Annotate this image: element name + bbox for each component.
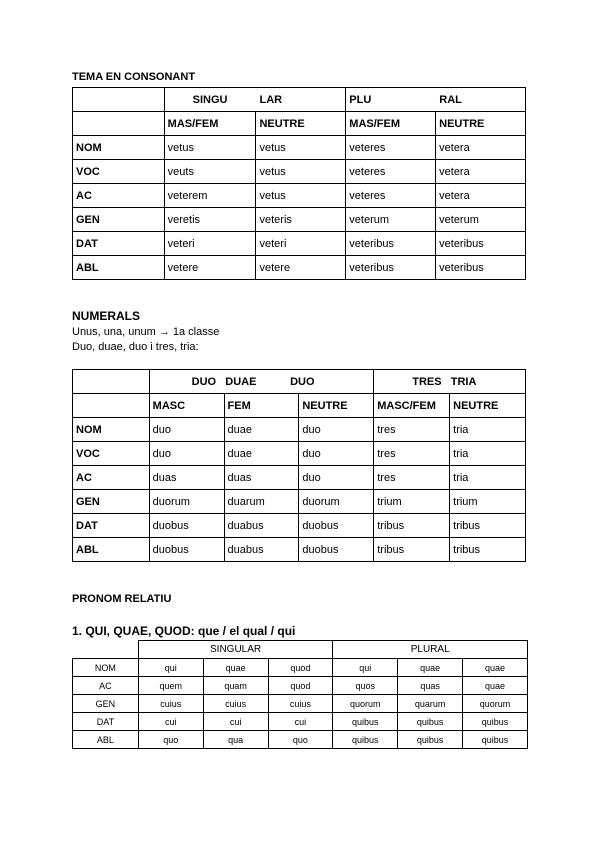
table-cell: duas (149, 466, 224, 490)
group-header-tres: TRES TRIA (374, 370, 526, 394)
table-cell: quos (333, 677, 398, 695)
table-cell: vetere (256, 256, 346, 280)
column-header: NEUTRE (299, 394, 374, 418)
table-cell: quae (463, 659, 528, 677)
table-row (73, 514, 526, 538)
table-row (73, 184, 526, 208)
table-cell: quibus (398, 713, 463, 731)
case-label: AC (73, 184, 165, 208)
numerals-note-duo: Duo, duae, duo i tres, tria: (72, 341, 199, 353)
table-tema-consonant (72, 87, 526, 280)
table-cell: tria (450, 466, 526, 490)
table-cell: tribus (450, 538, 526, 562)
table-cell: quibus (333, 713, 398, 731)
case-label: ABL (73, 538, 150, 562)
table-cell: veteres (346, 136, 436, 160)
table-cell: quae (463, 677, 528, 695)
table-row (73, 538, 526, 562)
column-header: MAS/FEM (346, 112, 436, 136)
table-cell: qui (138, 659, 203, 677)
numerals-note-unus: Unus, una, unum → 1a classe (72, 326, 220, 338)
table-cell: vetera (436, 184, 526, 208)
table-cell: veteribus (436, 232, 526, 256)
group-header-plural: PLURAL (333, 641, 528, 659)
table-cell: quae (203, 659, 268, 677)
table-cell: veteres (346, 184, 436, 208)
table-cell: duo (299, 418, 374, 442)
table-cell: veteri (256, 232, 346, 256)
table-row (73, 659, 528, 677)
table-row (73, 442, 526, 466)
group-plural-part-b: RAL (439, 93, 462, 106)
table-cell: tria (450, 418, 526, 442)
table-cell: duarum (224, 490, 299, 514)
table-cell: vetus (164, 136, 256, 160)
table-cell: cui (203, 713, 268, 731)
table-cell: tres (374, 466, 450, 490)
case-label: DAT (73, 713, 139, 731)
table-cell: cui (268, 713, 333, 731)
section-title-numerals: NUMERALS (72, 309, 140, 323)
table-row (73, 208, 526, 232)
group-plural-part-a: PLU (349, 93, 372, 106)
table-row (73, 160, 526, 184)
table-cell: veteribus (346, 232, 436, 256)
table-cell: quibus (398, 731, 463, 749)
table-row-columns (73, 394, 526, 418)
table-cell: quibus (333, 731, 398, 749)
table-cell: duobus (149, 514, 224, 538)
table-cell: cui (138, 713, 203, 731)
section-title-pronom: PRONOM RELATIU (72, 593, 172, 605)
case-label: GEN (73, 490, 150, 514)
table-cell: duas (224, 466, 299, 490)
table-row-columns (73, 112, 526, 136)
table-row-group (73, 641, 528, 659)
table-cell: veteribus (346, 256, 436, 280)
group-header-plural (346, 88, 526, 112)
table-cell: quorum (333, 695, 398, 713)
table-cell: duo (299, 466, 374, 490)
table-cell: vetus (256, 160, 346, 184)
column-header: MASC (149, 394, 224, 418)
table-cell: veteri (164, 232, 256, 256)
table-cell: duae (224, 418, 299, 442)
table-row (73, 677, 528, 695)
table-row-group (73, 370, 526, 394)
table-cell: duo (149, 442, 224, 466)
table-cell: tres (374, 418, 450, 442)
table-cell: veteribus (436, 256, 526, 280)
table-row (73, 232, 526, 256)
table-cell: quam (203, 677, 268, 695)
table-cell: vetus (256, 184, 346, 208)
table-cell: quo (138, 731, 203, 749)
table-cell: duo (299, 442, 374, 466)
table-cell: duabus (224, 514, 299, 538)
table-cell: veteris (256, 208, 346, 232)
table-cell: tribus (374, 538, 450, 562)
section-title-tema: TEMA EN CONSONANT (72, 71, 196, 83)
table-numerals (72, 369, 526, 562)
table-cell: duabus (224, 538, 299, 562)
table-row-group (73, 88, 526, 112)
case-label: NOM (73, 136, 165, 160)
column-header: NEUTRE (256, 112, 346, 136)
column-header: NEUTRE (436, 112, 526, 136)
table-row (73, 731, 528, 749)
column-header: MASC/FEM (374, 394, 450, 418)
table-cell: duae (224, 442, 299, 466)
table-cell-empty (73, 370, 150, 394)
table-cell: vetera (436, 160, 526, 184)
table-cell: quod (268, 677, 333, 695)
column-header: NEUTRE (450, 394, 526, 418)
table-cell: vetus (256, 136, 346, 160)
table-pronom-relatiu (72, 640, 528, 749)
table-row (73, 256, 526, 280)
table-cell: veteres (346, 160, 436, 184)
table-cell-empty (73, 641, 139, 659)
table-cell: quibus (463, 713, 528, 731)
table-cell: duobus (299, 538, 374, 562)
table-cell: veterum (436, 208, 526, 232)
table-cell: cuius (203, 695, 268, 713)
table-row (73, 490, 526, 514)
case-label: VOC (73, 442, 150, 466)
case-label: NOM (73, 659, 139, 677)
case-label: ABL (73, 731, 139, 749)
group-header-singular (164, 88, 346, 112)
table-cell: quibus (463, 731, 528, 749)
case-label: GEN (73, 695, 139, 713)
case-label: VOC (73, 160, 165, 184)
table-cell: tres (374, 442, 450, 466)
table-cell: quorum (463, 695, 528, 713)
table-cell: quo (268, 731, 333, 749)
table-cell-empty (73, 112, 165, 136)
table-cell: duo (149, 418, 224, 442)
table-cell: tribus (450, 514, 526, 538)
table-cell-empty (73, 88, 165, 112)
table-row (73, 713, 528, 731)
table-cell: trium (374, 490, 450, 514)
table-cell: quarum (398, 695, 463, 713)
section-subtitle-qui: 1. QUI, QUAE, QUOD: que / el qual / qui (72, 624, 296, 638)
table-cell-empty (73, 394, 150, 418)
table-cell: tribus (374, 514, 450, 538)
table-cell: quem (138, 677, 203, 695)
group-singular-part-b: LAR (259, 93, 283, 106)
case-label: NOM (73, 418, 150, 442)
table-cell: vetera (436, 136, 526, 160)
table-cell: vetere (164, 256, 256, 280)
table-cell: duobus (149, 538, 224, 562)
table-row (73, 695, 528, 713)
table-cell: qua (203, 731, 268, 749)
table-cell: duorum (149, 490, 224, 514)
group-header-singular: SINGULAR (138, 641, 333, 659)
table-cell: quas (398, 677, 463, 695)
table-row (73, 136, 526, 160)
table-cell: trium (450, 490, 526, 514)
table-row (73, 466, 526, 490)
table-cell: cuius (138, 695, 203, 713)
table-cell: veterum (346, 208, 436, 232)
table-cell: qui (333, 659, 398, 677)
case-label: ABL (73, 256, 165, 280)
case-label: AC (73, 677, 139, 695)
group-header-duo: DUO DUAE DUO (149, 370, 374, 394)
group-singular-part-a: SINGU (192, 93, 228, 106)
column-header: MAS/FEM (164, 112, 256, 136)
case-label: GEN (73, 208, 165, 232)
table-cell: quod (268, 659, 333, 677)
case-label: AC (73, 466, 150, 490)
case-label: DAT (73, 514, 150, 538)
table-cell: veretis (164, 208, 256, 232)
case-label: DAT (73, 232, 165, 256)
table-cell: duorum (299, 490, 374, 514)
table-cell: cuius (268, 695, 333, 713)
table-row (73, 418, 526, 442)
table-cell: veterem (164, 184, 256, 208)
column-header: FEM (224, 394, 299, 418)
table-cell: tria (450, 442, 526, 466)
table-cell: quae (398, 659, 463, 677)
table-cell: duobus (299, 514, 374, 538)
table-cell: veuts (164, 160, 256, 184)
